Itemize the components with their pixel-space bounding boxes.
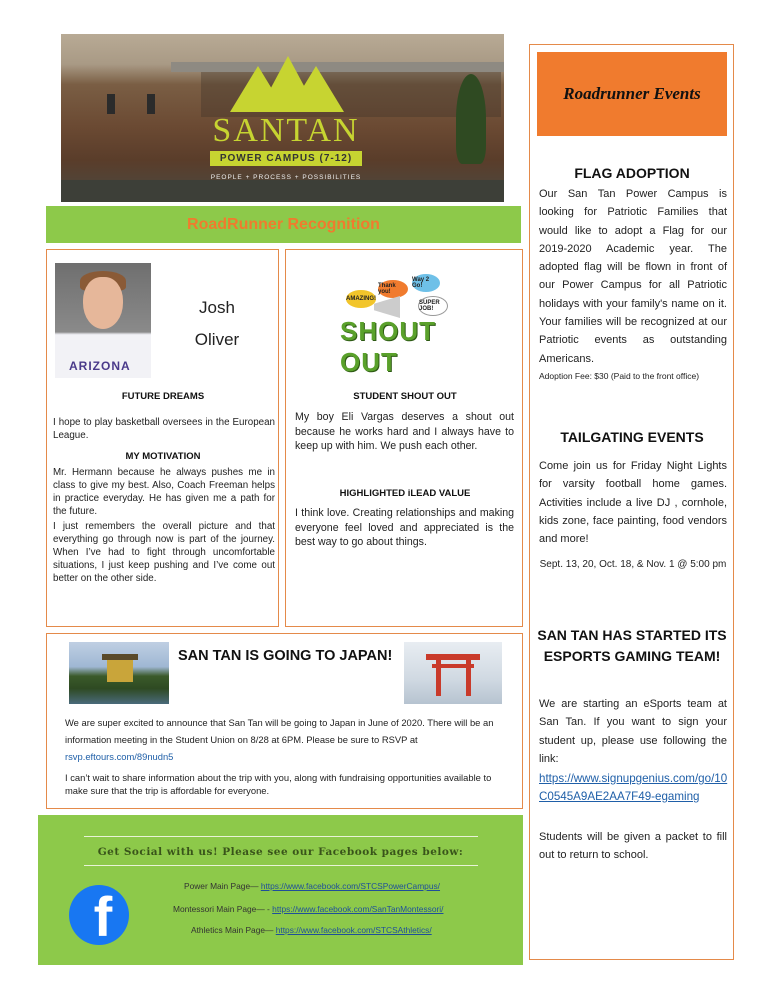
speech-bubble: SUPER JOB! [418,296,448,316]
tree [456,74,486,164]
facebook-link-montessori[interactable]: https://www.facebook.com/SanTanMontessori/ [272,904,444,914]
motivation-text-2: I just remembers the overall picture and that everything go through now is part of the journey. When I’ve had to fight through uncomfortable situations, I just keep pushing and I’ve come out better on the other side. [53,521,275,584]
events-title: Roadrunner Events [563,84,701,103]
esports-signup-link[interactable]: https://www.signupgenius.com/go/10C0545A9AE2AA7F49-egaming [539,772,728,803]
motivation-heading: MY MOTIVATION [125,451,201,462]
torii-gate-photo [404,642,502,704]
santan-logo [191,56,381,181]
building-window [107,94,115,114]
recognition-title: RoadRunner Recognition [187,215,380,233]
recognition-banner [46,206,521,243]
speech-bubble: AMAZING! [346,290,376,308]
japan-trip-box [46,633,523,809]
social-media-box [38,815,523,965]
japan-paragraph-2: I can’t wait to share information about the trip with you, along with fundraising opportunities available to make sure that the trip is affordable for everyone. [65,772,492,796]
future-dreams-heading: FUTURE DREAMS [121,391,205,402]
megaphone-icon [374,296,400,318]
esports-text: We are starting an eSports team at San Tan. If you want to sign your student up, please use following the link: [539,698,727,765]
flag-adoption-text: Our San Tan Power Campus is looking for Patriotic Families that would like to adopt a Flag for our 2019-2020 Academic year. The adopted flag will be flown in front of our Power Campus for all Patriotic holidays with your family's name on it. Your families will be recognized at our Patriotic events as outstanding Americans. [539,188,727,365]
logo-campus-band: POWER CAMPUS (7-12) [210,151,362,166]
shout-out-graphic-text: SHOUT OUT [340,316,436,377]
speech-bubble: Way 2 Go! [412,274,440,292]
divider [84,865,478,866]
student-photo [55,263,151,378]
shout-out-graphic [336,272,476,377]
motivation-text-1: Mr. Hermann because he always pushes me in class to give my best. Also, Coach Freeman helps in practice everyday. He has given me a path for the future. [53,467,275,517]
esports-packet-text: Students will be given a packet to fill out to return to school. [539,831,727,862]
logo-tagline: PEOPLE + PROCESS + POSSIBILITIES [210,174,362,181]
mountain-logo-icon [226,56,346,112]
facebook-page-power: Power Main Page— https://www.facebook.com/STCSPowerCampus/ [184,881,441,891]
tailgating-heading: TAILGATING EVENTS [560,429,704,445]
esports-heading: SAN TAN HAS STARTED ITS ESPORTS GAMING TEAM! [537,627,727,664]
facebook-link-athletics[interactable]: https://www.facebook.com/STCSAthletics/ [275,925,432,935]
future-dreams-text: I hope to play basketball oversees in the European League. [53,417,275,441]
shout-out-text: My boy Eli Vargas deserves a shout out because he works hard and I always have to keep up with him. We push each other. [295,411,514,452]
header-photo [61,34,504,202]
shout-out-heading: STUDENT SHOUT OUT [353,391,457,402]
building-window [147,94,155,114]
rsvp-link[interactable]: rsvp.eftours.com/89nudn5 [65,751,174,762]
ilead-heading: HIGHLIGHTED iLEAD VALUE [339,488,471,499]
ilead-text: I think love. Creating relationships and making everyone feel loved and appreciated is the best way to go about things. [295,507,514,548]
golden-pavilion-photo [69,642,169,704]
student-first-name: Josh [199,298,235,317]
speech-bubble: Thank you! [378,280,408,298]
japan-announcement: We are super excited to announce that San Tan will be going to Japan in June of 2020. There will be an information meeting in the Student Union on 8/28 at 6PM. Please be sure to RSVP at [65,717,494,745]
japan-paragraph-1 [65,714,507,765]
facebook-link-power[interactable]: https://www.facebook.com/STCSPowerCampus/ [260,881,441,891]
facebook-icon: f [69,885,129,945]
flag-adoption-fee: Adoption Fee: $30 (Paid to the front office) [539,371,700,381]
social-heading: Get Social with us! Please see our Facebook pages below: [97,846,464,858]
facebook-page-athletics: Athletics Main Page— https://www.facebook.com/STCSAthletics/ [191,925,432,935]
tailgating-dates: Sept. 13, 20, Oct. 18, & Nov. 1 @ 5:00 pm [539,559,727,570]
flag-adoption-heading: FLAG ADOPTION [574,165,690,181]
shout-out-box [285,249,523,627]
events-banner [537,52,727,136]
divider [84,836,478,837]
tailgating-text: Come join us for Friday Night Lights for varsity football home games. Activities include a live DJ , cornhole, kids zone, face painting, food vendors and more! [539,460,727,546]
student-last-name: Oliver [194,330,240,349]
shirt-text: ARIZONA [69,359,131,373]
logo-wordmark: SANTAN [212,112,360,149]
facebook-page-montessori: Montessori Main Page— - https://www.facebook.com/SanTanMontessori/ [173,904,444,914]
ground [61,180,504,202]
student-name [167,292,267,356]
japan-title: SAN TAN IS GOING TO JAPAN! [178,648,393,664]
student-recognition-box [46,249,279,627]
